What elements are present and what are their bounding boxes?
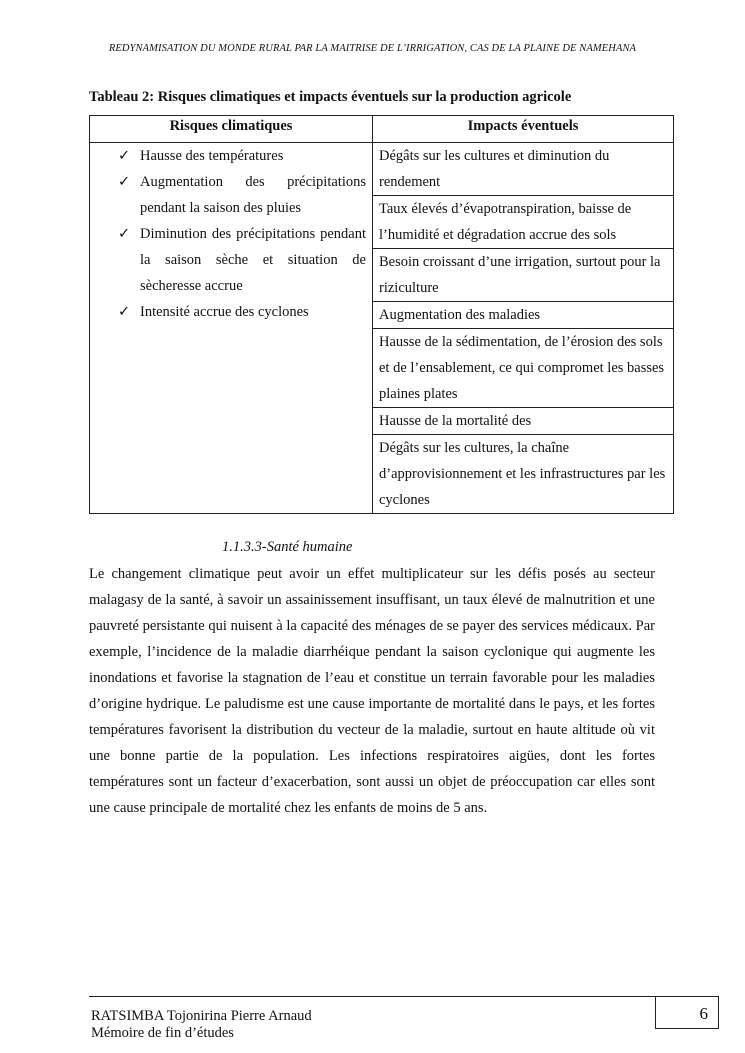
impact-cell: Taux élevés d’évapotranspiration, baisse de l’humidité et dégradation accrue des sols	[373, 196, 674, 249]
table-row	[90, 143, 674, 196]
risk-item	[118, 299, 366, 325]
table-caption: Tableau 2: Risques climatiques et impacts éventuels sur la production agricole	[89, 89, 572, 105]
checkmark-icon: ✓	[118, 226, 131, 242]
checkmark-icon: ✓	[118, 174, 131, 190]
impact-cell: Hausse de la mortalité des	[373, 408, 674, 435]
checkmark-icon: ✓	[118, 304, 131, 320]
risk-item	[118, 169, 366, 221]
impact-cell: Dégâts sur les cultures, la chaîne d’approvisionnement et les infrastructures par les cyclones	[373, 435, 674, 514]
impact-cell: Hausse de la sédimentation, de l’érosion des sols et de l’ensablement, ce qui compromet les basses plaines plates	[373, 329, 674, 408]
impact-cell: Besoin croissant d’une irrigation, surtout pour la riziculture	[373, 249, 674, 302]
section-paragraph: Le changement climatique peut avoir un effet multiplicateur sur les défis posés au secteur malagasy de la santé, à savoir un assainissement insuffisant, un taux élevé de malnutrition et une pauvreté persistante qui nuisent à la capacité des ménages de se payer des services médicaux. Par exemple, l’incidence de la maladie diarrhéique pendant la saison cyclonique qui augmente les inondations et favorise la stagnation de l’eau et constitue un terrain favorable pour les maladies d’origine hydrique. Le paludisme est une cause importante de mortalité dans le pays, et les fortes températures favorisent la distribution du vecteur de la maladie, surtout en haute altitude où vit une bonne partie de la population. Les infections respiratoires aigües, dont les fortes températures sont un facteur d’exacerbation, sont aussi un objet de préoccupation car elles sont une cause principale de mortalité chez les enfants de moins de 5 ans.	[89, 566, 655, 816]
section-title: 1.1.3.3-Santé humaine	[222, 539, 353, 555]
checkmark-icon: ✓	[118, 148, 131, 164]
page-number: 6	[655, 996, 719, 1029]
running-header: REDYNAMISATION DU MONDE RURAL PAR LA MAITRISE DE L’IRRIGATION, CAS DE LA PLAINE DE NAMEHANA	[108, 43, 637, 54]
risk-item	[118, 221, 366, 299]
risk-item	[118, 143, 366, 169]
column-header-risks: Risques climatiques	[90, 116, 373, 143]
risk-text: Augmentation des précipitations pendant la saison des pluies	[140, 174, 366, 216]
risk-text: Diminution des précipitations pendant la saison sèche et situation de sècheresse accrue	[140, 226, 366, 294]
column-header-impacts: Impacts éventuels	[373, 116, 674, 143]
impact-cell: Dégâts sur les cultures et diminution du rendement	[373, 143, 674, 196]
footer-divider	[89, 996, 656, 997]
risk-impact-table	[89, 115, 674, 514]
footer-document-type: Mémoire de fin d’études	[91, 1025, 234, 1041]
table-header-row	[90, 116, 674, 143]
impact-cell: Augmentation des maladies	[373, 302, 674, 329]
footer-author: RATSIMBA Tojonirina Pierre Arnaud	[91, 1008, 312, 1024]
risks-cell	[90, 143, 373, 514]
risk-text: Hausse des températures	[140, 148, 284, 164]
risk-list	[118, 143, 366, 325]
risk-text: Intensité accrue des cyclones	[140, 304, 309, 320]
